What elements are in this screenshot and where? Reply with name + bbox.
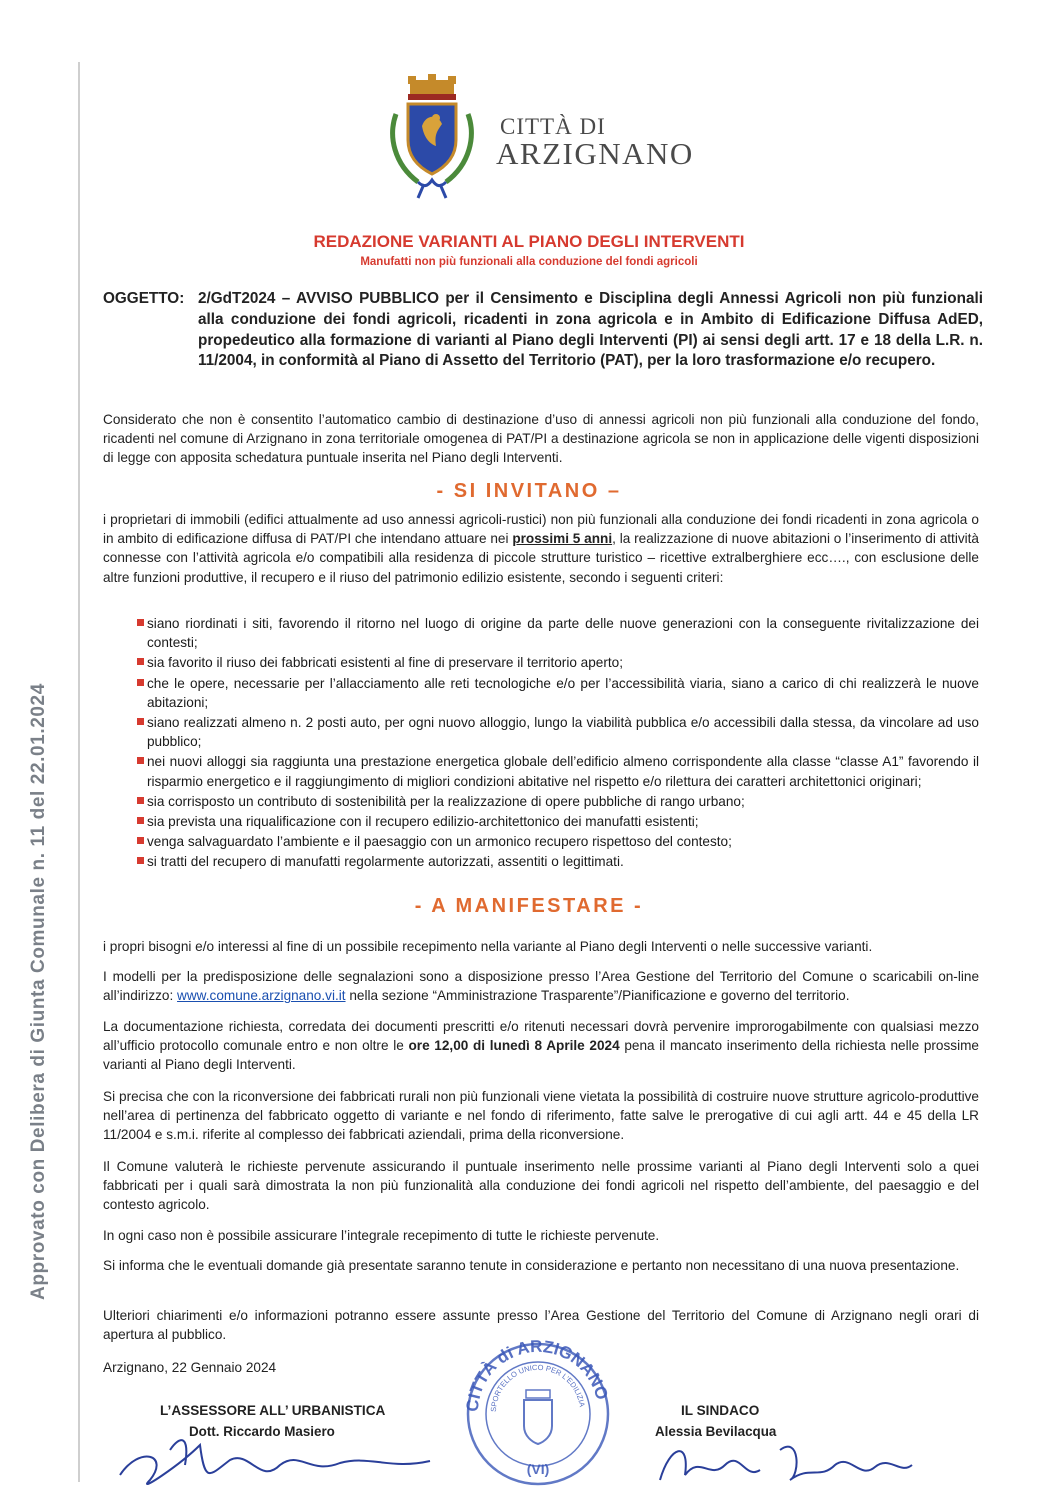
- list-item: [103, 752, 979, 790]
- assessore-name: Dott. Riccardo Masiero: [189, 1424, 335, 1439]
- sindaco-role: IL SINDACO: [681, 1403, 760, 1418]
- paragraph-interests: i propri bisogni e/o interessi al fine di un possibile recepimento nella variante al Piano degli Interventi o nelle successive varianti.: [103, 939, 873, 954]
- paragraph-valutazione: Il Comune valuterà le richieste pervenute assicurando il puntuale inserimento nelle prossime varianti al Piano degli Interventi solo a quei fabbricati per i quali sarà dimostrata la non più funzionalità alla conduzione dei fondi agricoli nel rispetto dell’ambiente, del paesaggio e del contesto agricolo.: [103, 1159, 979, 1213]
- paragraph-chiarimenti: Ulteriori chiarimenti e/o informazioni potranno essere assunte presso l’Area Gestione del Territorio del Comune di Arzignano negli orari di apertura al pubblico.: [103, 1308, 979, 1343]
- invite-text-start: i proprietari di immobili (edifici attualmente ad uso annessi agricoli-rustici) non più funzionali alla conduzione dei fondi ricadenti in zona agricola o in ambito di edificazione diffusa di PAT/PI che intendano attuare nei: [103, 512, 979, 547]
- subject-text: 2/GdT2024 – AVVISO PUBBLICO per il Censimento e Disciplina degli Annessi Agricoli non più funzionali alla conduzione dei fondi agricoli, ricadenti in zona agricola e in Ambito di Edificazione Diffusa AdED, propedeutico alla formazione di varianti al Piano degli Interventi (PI) ai sensi degli artt. 17 e 18 della L.R. n. 11/2004, in conformità al Piano di Assetto del Territorio (PAT), per la loro trasformazione e/o recupero.: [198, 290, 983, 370]
- criteria-list: [103, 614, 979, 873]
- deadline-text-start: La documentazione richiesta, corredata dei documenti prescritti e/o ritenuti necessari dovrà pervenire improrogabilmente con qualsiasi mezzo all’ufficio protocollo comunale entro e non oltre le: [103, 1019, 979, 1054]
- criterion-text: siano riordinati i siti, favorendo il ritorno nel luogo di origine da parte delle nuove generazioni con la conseguente rivitalizzazione dei contesti;: [147, 616, 979, 651]
- list-item: [103, 713, 979, 751]
- bullet-icon: [137, 757, 144, 764]
- bullet-icon: [137, 619, 144, 626]
- list-item: [103, 792, 979, 811]
- city-name: ARZIGNANO: [496, 136, 694, 171]
- list-item: [103, 674, 979, 712]
- modelli-text-end: nella sezione “Amministrazione Trasparente”/Pianificazione e governo del territorio.: [345, 988, 850, 1004]
- assessore-signature-icon: [110, 1425, 450, 1495]
- list-item: [103, 653, 979, 672]
- city-prefix: CITTÀ DI: [500, 114, 606, 139]
- invite-text-end: , la realizzazione di nuove abitazioni o l’inserimento di attività connesse con l’attività agricola e/o compatibili alla residenza di piccole strutture turistico – ricettive extralberghiere ecc…., con esclusione delle altre funzioni produttive, il recupero e il riuso del patrimonio edilizio esistente, secondo i seguenti criteri:: [103, 531, 979, 585]
- assessore-role: L’ASSESSORE ALL’ URBANISTICA: [160, 1403, 386, 1418]
- paragraph-modelli: [103, 967, 979, 1005]
- paragraph-recepimento: In ogni caso non è possibile assicurare l’integrale recepimento di tutte le richieste pervenute.: [103, 1228, 660, 1243]
- criterion-text: che le opere, necessarie per l’allacciamento alle reti tecnologiche e/o per l’accessibilità viaria, siano a carico di chi realizzerà le nuove abitazioni;: [147, 675, 979, 710]
- subject-block: [103, 289, 983, 372]
- criterion-text: siano realizzati almeno n. 2 posti auto, per ogni nuovo alloggio, lungo la viabilità pubblica e/o accessibili dalla stessa, da vincolare ad uso pubblico;: [147, 715, 979, 750]
- stamp-inner-text: SPORTELLO UNICO PER L'EDILIZIA: [488, 1362, 587, 1413]
- criterion-text: venga salvaguardato l’ambiente e il paesaggio con un armonico recupero rispettoso del contesto;: [147, 834, 732, 850]
- list-item: [103, 812, 979, 831]
- svg-text:SPORTELLO UNICO PER L'EDILIZIA: [489, 1363, 587, 1412]
- criterion-text: sia favorito il riuso dei fabbricati esistenti al fine di preservare il territorio aperto;: [147, 655, 623, 671]
- criterion-text: sia prevista una riqualificazione con il recupero edilizio-architettonico dei manufatti esistenti;: [147, 814, 699, 830]
- margin-line: [78, 62, 80, 1482]
- invite-emphasis: prossimi 5 anni: [512, 531, 613, 547]
- bullet-icon: [137, 817, 144, 824]
- paragraph-riconversione: Si precisa che con la riconversione dei fabbricati rurali non più funzionali viene vietata la possibilità di costruire nuove strutture agricolo-produttive nell’area di pertinenza del fabbricato oggetto di variante e nel fondo di riferimento, fatte salve le prerogative di cui agli artt. 44 e 45 della LR 11/2004 e s.m.i. riferite al complesso dei fabbricati aziendali, prima della riconversione.: [103, 1089, 979, 1143]
- date-line: Arzignano, 22 Gennaio 2024: [103, 1360, 277, 1375]
- list-item: [103, 614, 979, 652]
- heading-a-manifestare: - A MANIFESTARE -: [414, 895, 644, 917]
- intro-paragraph: Considerato che non è consentito l’automatico cambio di destinazione d’uso di annessi agricoli non più funzionali alla conduzione del fondo, ricadenti nel comune di Arzignano in zona territoriale omogenea di PAT/PI a destinazione agricola se non in applicazione delle vigenti disposizioni di legge con apposita schedatura puntuale inserita nel Piano degli Interventi.: [103, 412, 979, 466]
- sindaco-name: Alessia Bevilacqua: [655, 1424, 777, 1439]
- document-title: REDAZIONE VARIANTI AL PIANO DEGLI INTERVENTI: [313, 232, 745, 251]
- paragraph-deadline: [103, 1017, 979, 1075]
- subject-label: OGGETTO:: [103, 290, 185, 307]
- invite-paragraph: [103, 510, 979, 587]
- bullet-icon: [137, 797, 144, 804]
- coat-of-arms-icon: [378, 74, 486, 212]
- stamp-top-text: CITTÀ di ARZIGNANO: [462, 1336, 612, 1413]
- bullet-icon: [137, 658, 144, 665]
- paragraph-domande: Si informa che le eventuali domande già presentate saranno tenute in considerazione e pertanto non necessitano di una nuova presentazione.: [103, 1258, 960, 1273]
- approval-side-note: Approvato con Delibera di Giunta Comunale n. 11 del 22.01.2024: [28, 683, 49, 1300]
- criterion-text: nei nuovi alloggi sia raggiunta una prestazione energetica globale dell’edificio almeno corrispondente alla classe “classe A1” favorendo il risparmio energetico e il raggiungimento di migliori condizioni abitative nel rispetto e/o rilettura dei caratteri architettonici originari;: [147, 754, 979, 789]
- sindaco-signature-icon: [650, 1425, 920, 1495]
- bullet-icon: [137, 837, 144, 844]
- deadline-text-end: pena il mancato inserimento della richiesta nelle prossime varianti al Piano degli Interventi.: [103, 1038, 979, 1073]
- bullet-icon: [137, 718, 144, 725]
- modelli-text-start: I modelli per la predisposizione delle segnalazioni sono a disposizione presso l’Area Gestione del Territorio del Comune o scaricabili on-line all’indirizzo:: [103, 969, 979, 1004]
- heading-si-invitano: - SI INVITANO –: [436, 480, 622, 502]
- document-subtitle: Manufatti non più funzionali alla conduzione del fondi agricoli: [360, 256, 698, 268]
- deadline-emphasis: ore 12,00 di lunedì 8 Aprile 2024: [408, 1038, 620, 1054]
- svg-text:CITTÀ di ARZIGNANO: [463, 1337, 612, 1413]
- official-stamp-icon: [458, 1322, 618, 1492]
- list-item: [103, 832, 979, 851]
- criterion-text: sia corrisposto un contributo di sostenibilità per la realizzazione di opere pubbliche di rango urbano;: [147, 793, 745, 809]
- stamp-bottom-text: (VI): [526, 1461, 550, 1477]
- website-link[interactable]: www.comune.arzignano.vi.it: [177, 988, 346, 1004]
- bullet-icon: [137, 857, 144, 864]
- criterion-text: si tratti del recupero di manufatti regolarmente autorizzati, assentiti o legittimati.: [147, 854, 624, 870]
- list-item: [103, 852, 979, 871]
- bullet-icon: [137, 679, 144, 686]
